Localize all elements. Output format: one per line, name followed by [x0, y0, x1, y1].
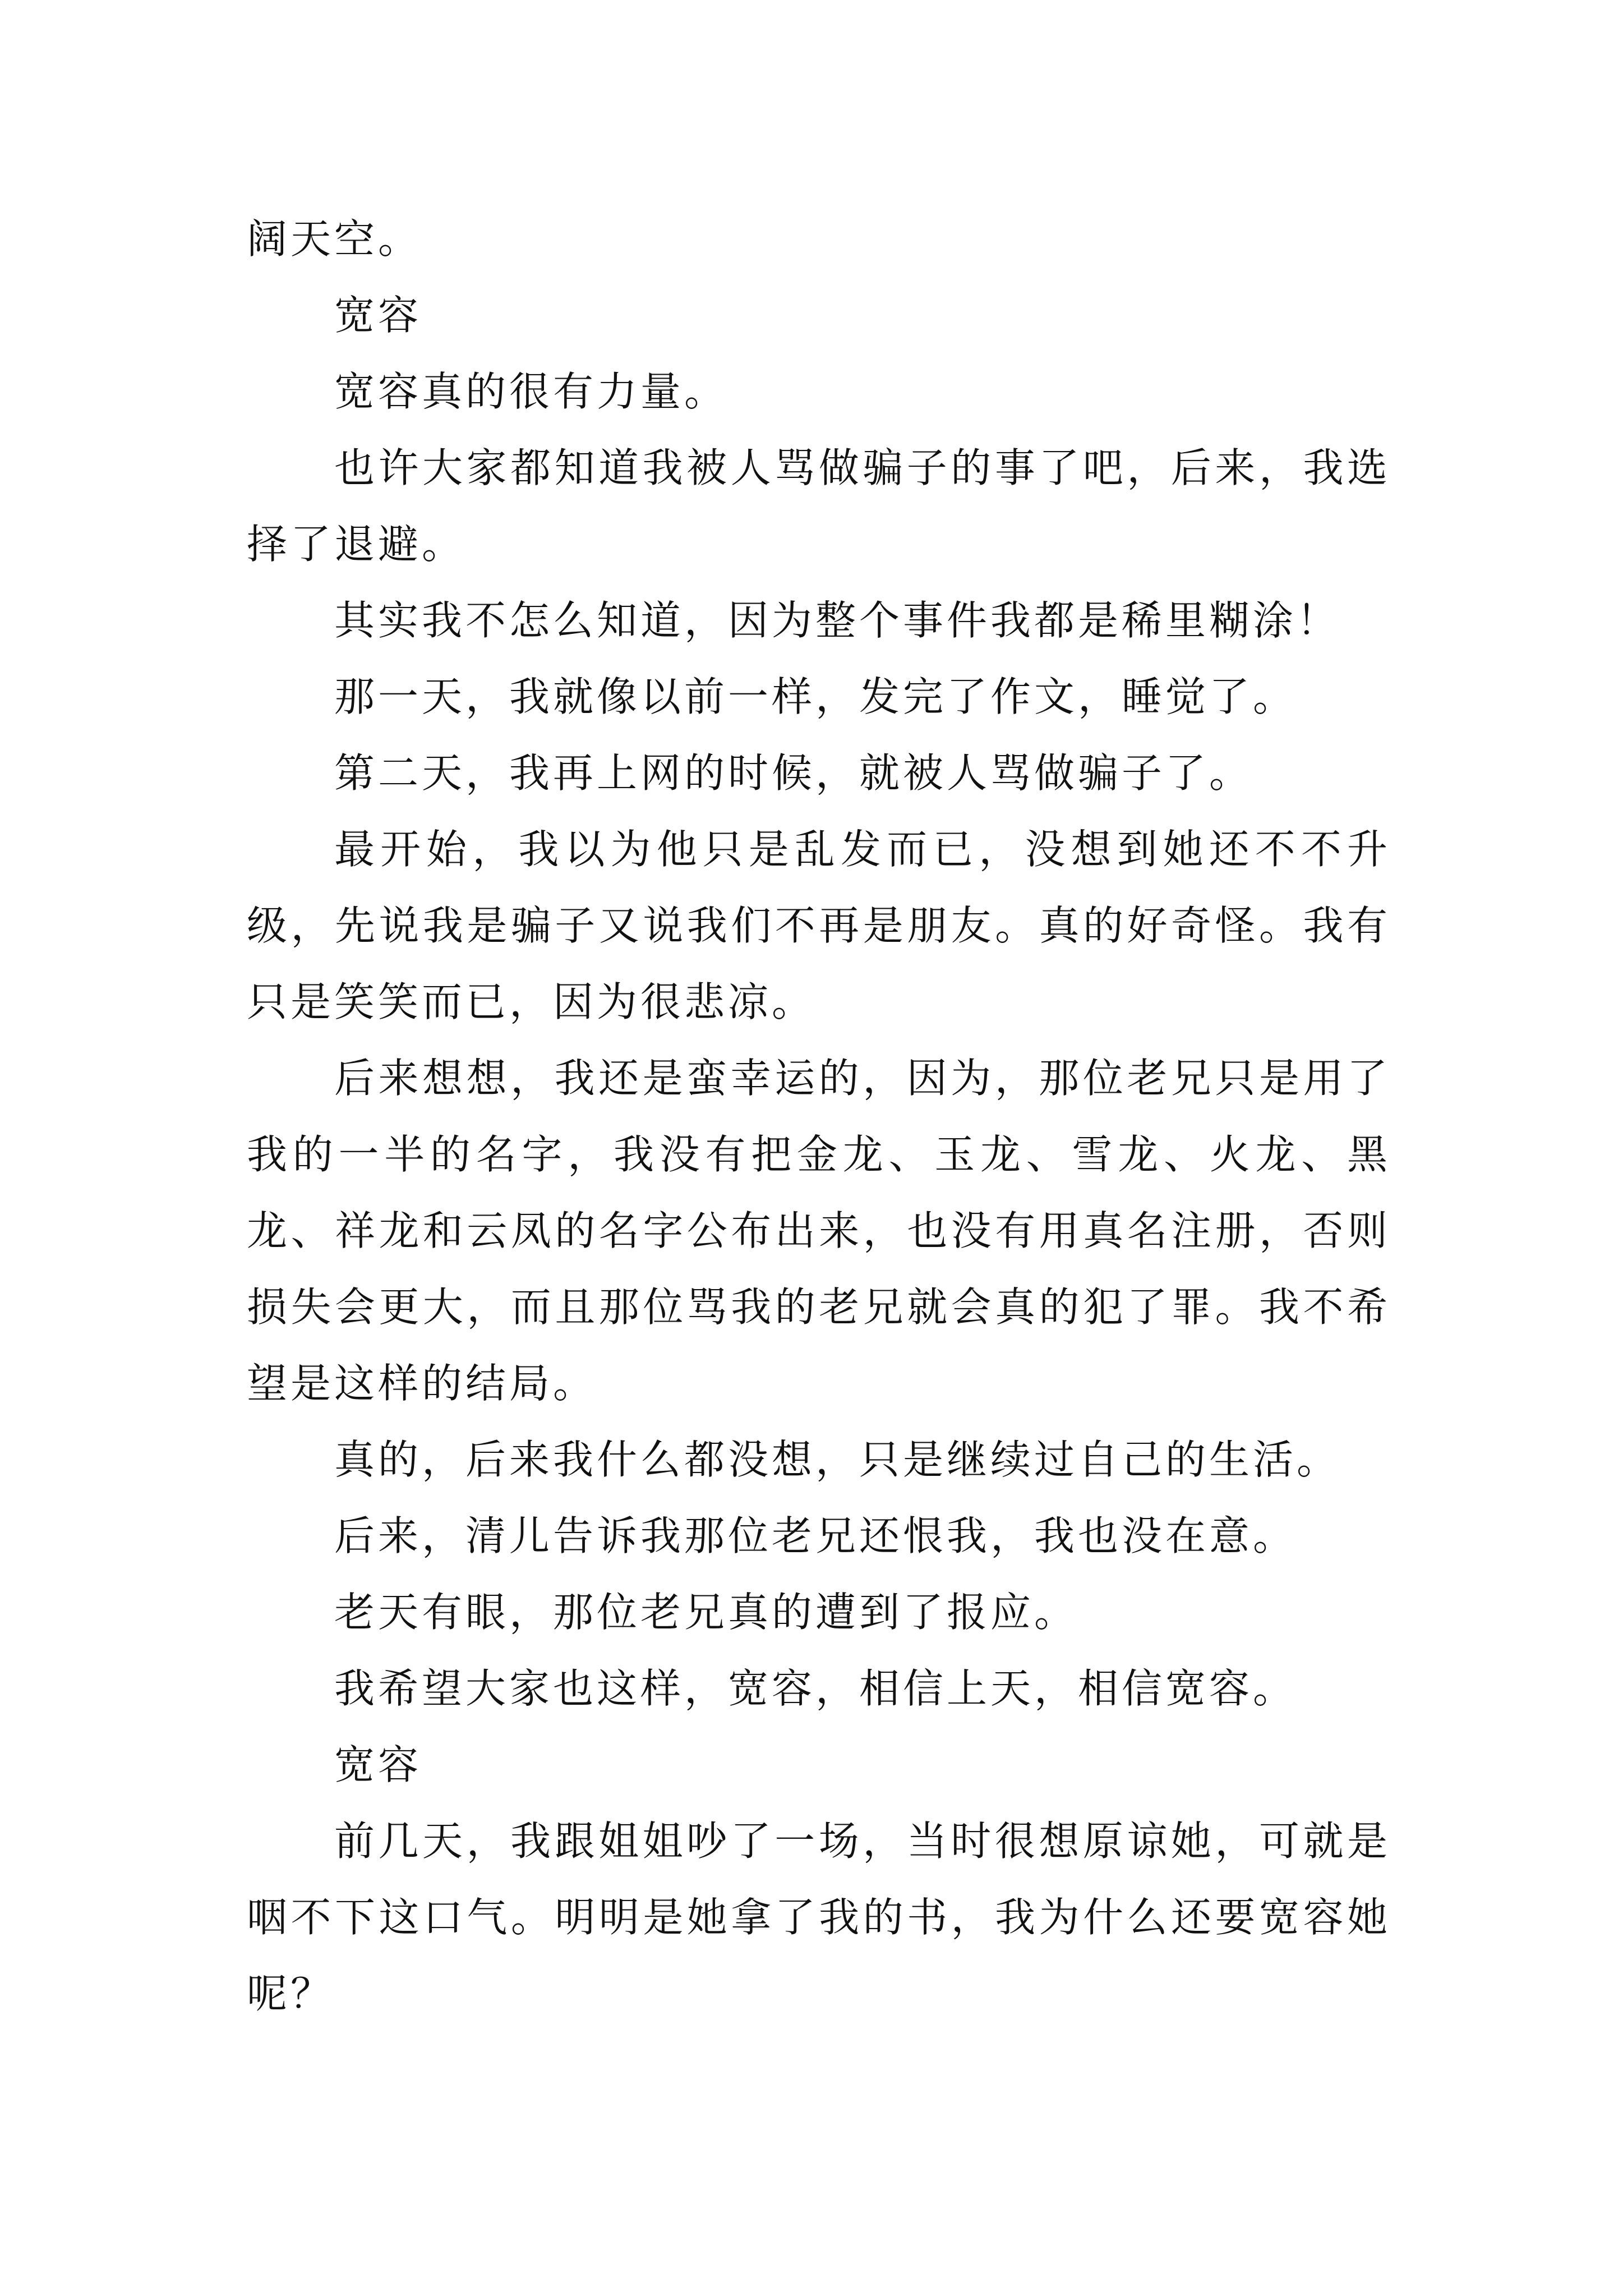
paragraph: 其实我不怎么知道，因为整个事件我都是稀里糊涂！ [334, 597, 1341, 644]
paragraph-continuation: 阔天空。 [247, 215, 422, 263]
paragraph: 后来想想，我还是蛮幸运的，因为，那位老兄只是用了我的一半的名字，我没有把金龙、玉龙、雪龙、火龙、黑龙、祥龙和云凤的名字公布出来，也没有用真名注册，否则损失会更大，而且那位骂我的老兄就会真的犯了罪。我不希望是这样的结局。 [247, 1055, 1391, 1407]
paragraph: 我希望大家也这样，宽容，相信上天，相信宽容。 [334, 1665, 1297, 1712]
paragraph: 真的，后来我什么都没想，只是继续过自己的生活。 [334, 1436, 1341, 1483]
paragraph: 老天有眼，那位老兄真的遭到了报应。 [334, 1589, 1078, 1636]
paragraph: 前几天，我跟姐姐吵了一场，当时很想原谅她，可就是咽不下这口气。明明是她拿了我的书，我为什么还要宽容她呢？ [247, 1818, 1391, 2017]
paragraph: 宽容真的很有力量。 [334, 368, 728, 415]
section-heading: 宽容 [334, 292, 422, 339]
document-body [247, 201, 1391, 2032]
paragraph: 那一天，我就像以前一样，发完了作文，睡觉了。 [334, 673, 1297, 720]
paragraph: 第二天，我再上网的时候，就被人骂做骗子了。 [334, 749, 1253, 797]
paragraph: 也许大家都知道我被人骂做骗子的事了吧，后来，我选择了退避。 [247, 444, 1391, 568]
paragraph: 最开始，我以为他只是乱发而已，没想到她还不不升级，先说我是骗子又说我们不再是朋友。真的好奇怪。我有只是笑笑而已，因为很悲凉。 [247, 826, 1391, 1025]
paragraph: 后来，清儿告诉我那位老兄还恨我，我也没在意。 [334, 1512, 1297, 1559]
section-heading: 宽容 [334, 1741, 422, 1788]
